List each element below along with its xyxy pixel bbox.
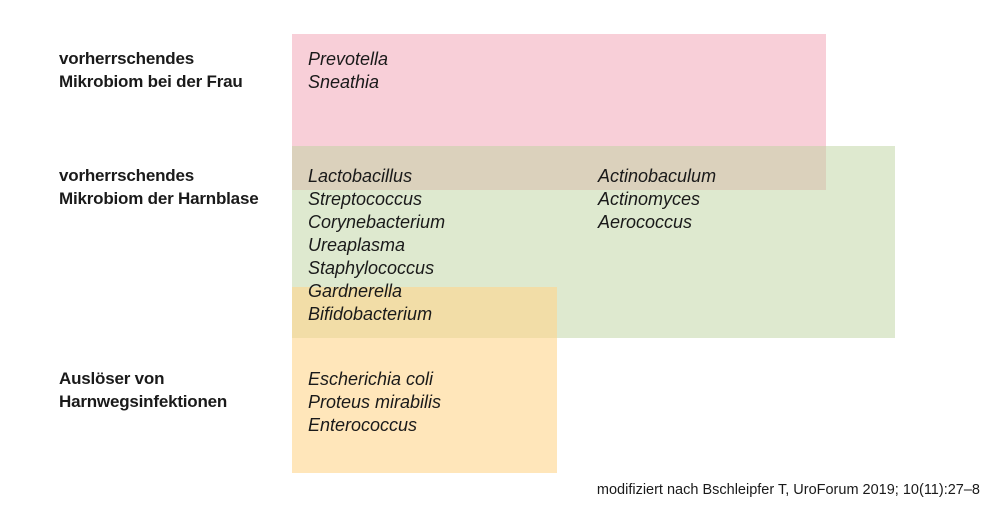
label-line: vorherrschendes [59, 166, 194, 185]
organism-item: Lactobacillus [308, 166, 413, 186]
organism-item: Sneathia [308, 72, 380, 92]
bladder-microbiome-label [59, 165, 258, 210]
organism-item: Enterococcus [308, 415, 418, 435]
source-citation: modifiziert nach Bschleipfer T, UroForum 2019; 10(11):27–8 [596, 482, 980, 498]
organism-item: Staphylococcus [308, 258, 435, 278]
organism-item: Corynebacterium [308, 212, 446, 232]
organism-item: Actinobaculum [598, 166, 717, 186]
label-line: Mikrobiom der Harnblase [59, 188, 259, 208]
frau-microbiome-label [59, 48, 243, 93]
uti-organism-list [308, 368, 441, 437]
label-line: Harnwegsinfektionen [59, 391, 228, 411]
label-line: Mikrobiom bei der Frau [59, 71, 243, 91]
organism-item: Aerococcus [598, 212, 693, 232]
bladder-organism-list-col1 [308, 165, 445, 326]
organism-item: Escherichia coli [308, 369, 434, 389]
uti-pathogens-label [59, 368, 227, 413]
frau-organism-list [308, 48, 388, 94]
organism-item: Actinomyces [598, 189, 701, 209]
organism-item: Ureaplasma [308, 235, 406, 255]
organism-item: Streptococcus [308, 189, 423, 209]
organism-item: Gardnerella [308, 281, 403, 301]
organism-item: Prevotella [308, 49, 389, 69]
label-line: vorherrschendes [59, 49, 194, 68]
bladder-organism-list-col2 [598, 165, 716, 234]
label-line: Auslöser von [59, 369, 165, 388]
organism-item: Bifidobacterium [308, 304, 433, 324]
organism-item: Proteus mirabilis [308, 392, 442, 412]
